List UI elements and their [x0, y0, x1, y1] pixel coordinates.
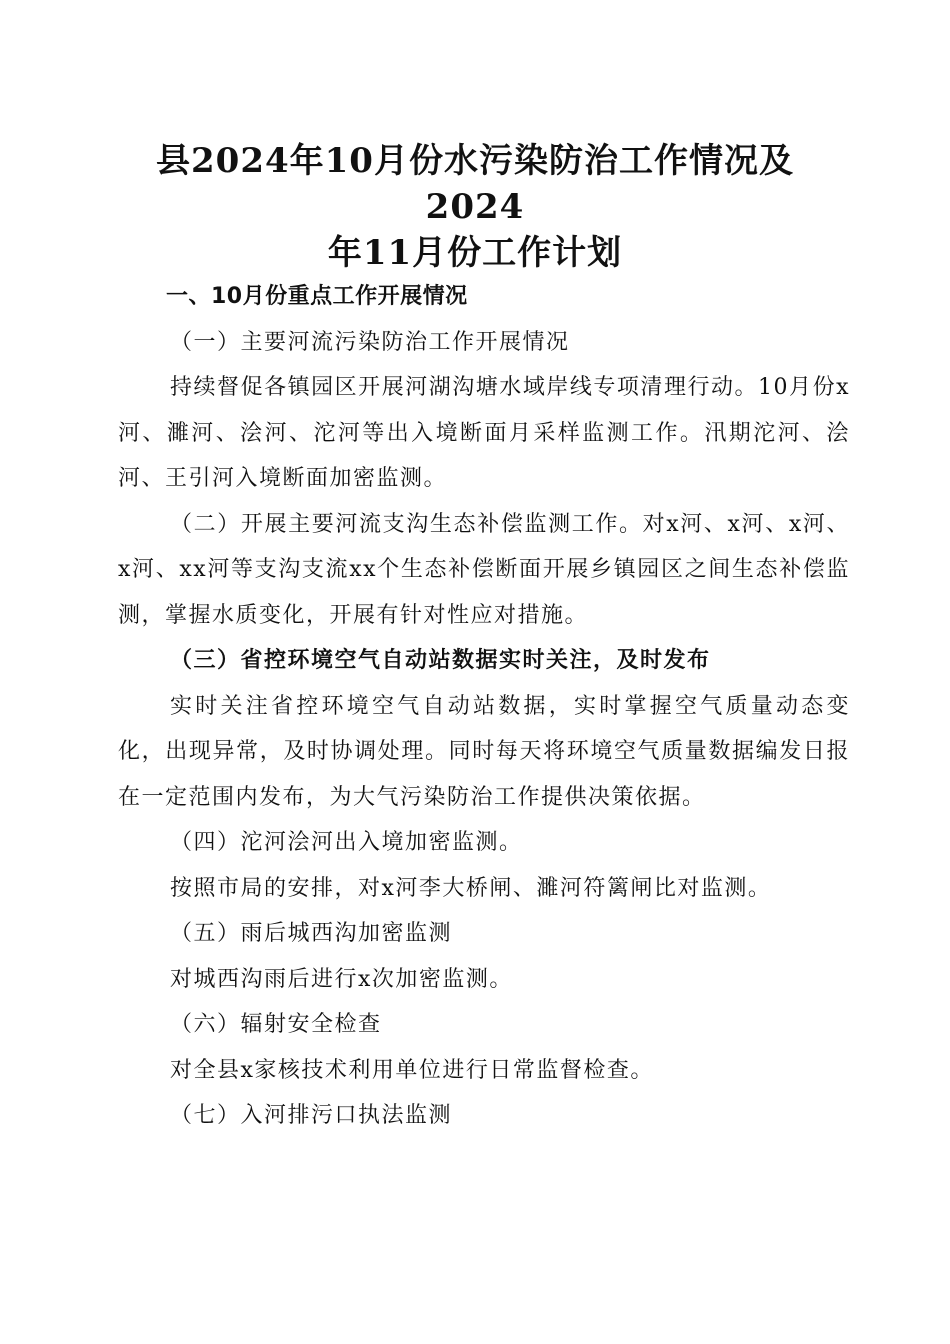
subsection-body-1: 持续督促各镇园区开展河湖沟塘水域岸线专项清理行动。10月份x河、濉河、浍河、沱河等出入境断面月采样监测工作。汛期沱河、浍河、王引河入境断面加密监测。: [118, 375, 850, 491]
subsection-body-6: 对全县x家核技术利用单位进行日常监督检查。: [170, 1057, 654, 1083]
subsection-heading-3: （三）省控环境空气自动站数据实时关注，及时发布: [170, 647, 711, 673]
subsection-heading-1: （一）主要河流污染防治工作开展情况: [170, 329, 570, 355]
subsection-body-3: 实时关注省控环境空气自动站数据，实时掌握空气质量动态变化，出现异常，及时协调处理。同时每天将环境空气质量数据编发日报在一定范围内发布，为大气污染防治工作提供决策依据。: [118, 693, 850, 810]
subsection-body-5: 对城西沟雨后进行x次加密监测。: [170, 966, 513, 992]
section-heading-1: 一、10月份重点工作开展情况: [166, 284, 468, 309]
document-title: [110, 138, 840, 276]
subsection-heading-4: （四）沱河浍河出入境加密监测。: [170, 830, 523, 855]
document-body: [118, 274, 850, 1139]
title-line-2: 年11月份工作计划: [327, 233, 623, 273]
subsection-heading-6: （六）辐射安全检查: [170, 1012, 382, 1037]
subsection-body-4: 按照市局的安排，对x河李大桥闸、濉河符篱闸比对监测。: [170, 875, 772, 901]
subsection-heading-5: （五）雨后城西沟加密监测: [170, 921, 453, 946]
subsection-body-2: （二）开展主要河流支沟生态补偿监测工作。对x河、x河、x河、x河、xx河等支沟支流xx个生态补偿断面开展乡镇园区之间生态补偿监测，掌握水质变化，开展有针对性应对措施。: [118, 511, 850, 628]
title-line-1: 县2024年10月份水污染防治工作情况及2024: [156, 141, 794, 227]
subsection-heading-7: （七）入河排污口执法监测: [170, 1103, 453, 1128]
